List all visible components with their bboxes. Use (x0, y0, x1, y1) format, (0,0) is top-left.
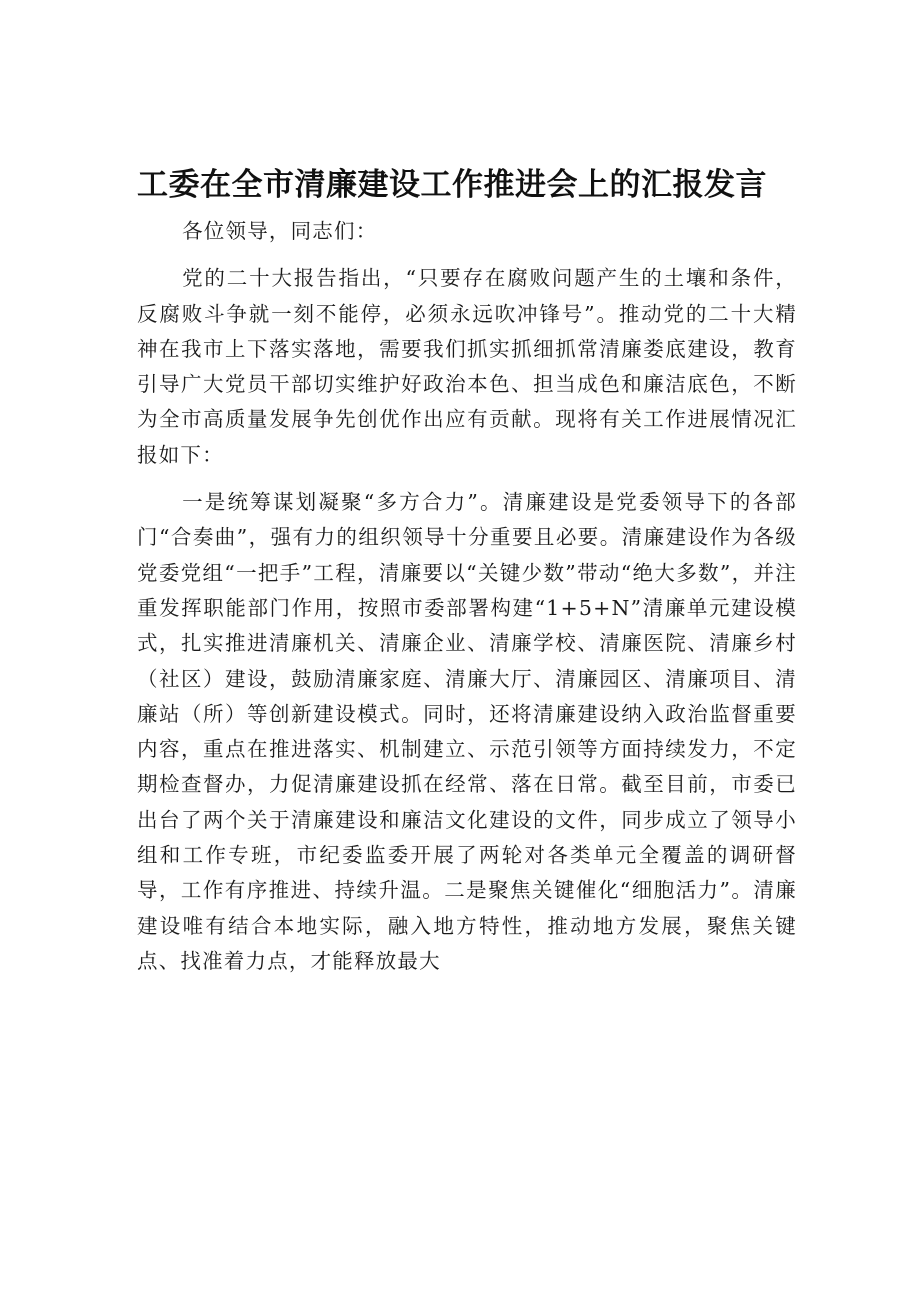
document-title: 工委在全市清廉建设工作推进会上的汇报发言 (137, 167, 767, 203)
salutation: 各位领导，同志们： (182, 219, 378, 243)
paragraph-point-one: 一是统筹谋划凝聚“多方合力”。清廉建设是党委领导下的各部门“合奏曲”，强有力的组织领导十分重要且必要。清廉建设作为各级党委党组“一把手”工程，清廉要以“关键少数”带动“绝大多数”，并注重发挥职能部门作用，按照市委部署构建“1+5+N”清廉单元建设模式，扎实推进清廉机关、清廉企业、清廉学校、清廉医院、清廉乡村（社区）建设，鼓励清廉家庭、清廉大厅、清廉园区、清廉项目、清廉站（所）等创新建设模式。同时，还将清廉建设纳入政治监督重要内容，重点在推进落实、机制建立、示范引领等方面持续发力，不定期检查督办，力促清廉建设抓在经常、落在日常。截至目前，市委已出台了两个关于清廉建设和廉洁文化建设的文件，同步成立了领导小组和工作专班，市纪委监委开展了两轮对各类单元全覆盖的调研督导，工作有序推进、持续升温。二是聚焦关键催化“细胞活力”。清廉建设唯有结合本地实际，融入地方特性，推动地方发展，聚焦关键点、找准着力点，才能释放最大 (137, 490, 797, 973)
paragraph-intro: 党的二十大报告指出，“只要存在腐败问题产生的土壤和条件，反腐败斗争就一刻不能停，必须永远吹冲锋号”。推动党的二十大精神在我市上下落实落地，需要我们抓实抓细抓常清廉娄底建设，教育引导广大党员干部切实维护好政治本色、担当成色和廉洁底色，不断为全市高质量发展争先创优作出应有贡献。现将有关工作进展情况汇报如下： (137, 266, 797, 467)
document-body (137, 214, 797, 979)
